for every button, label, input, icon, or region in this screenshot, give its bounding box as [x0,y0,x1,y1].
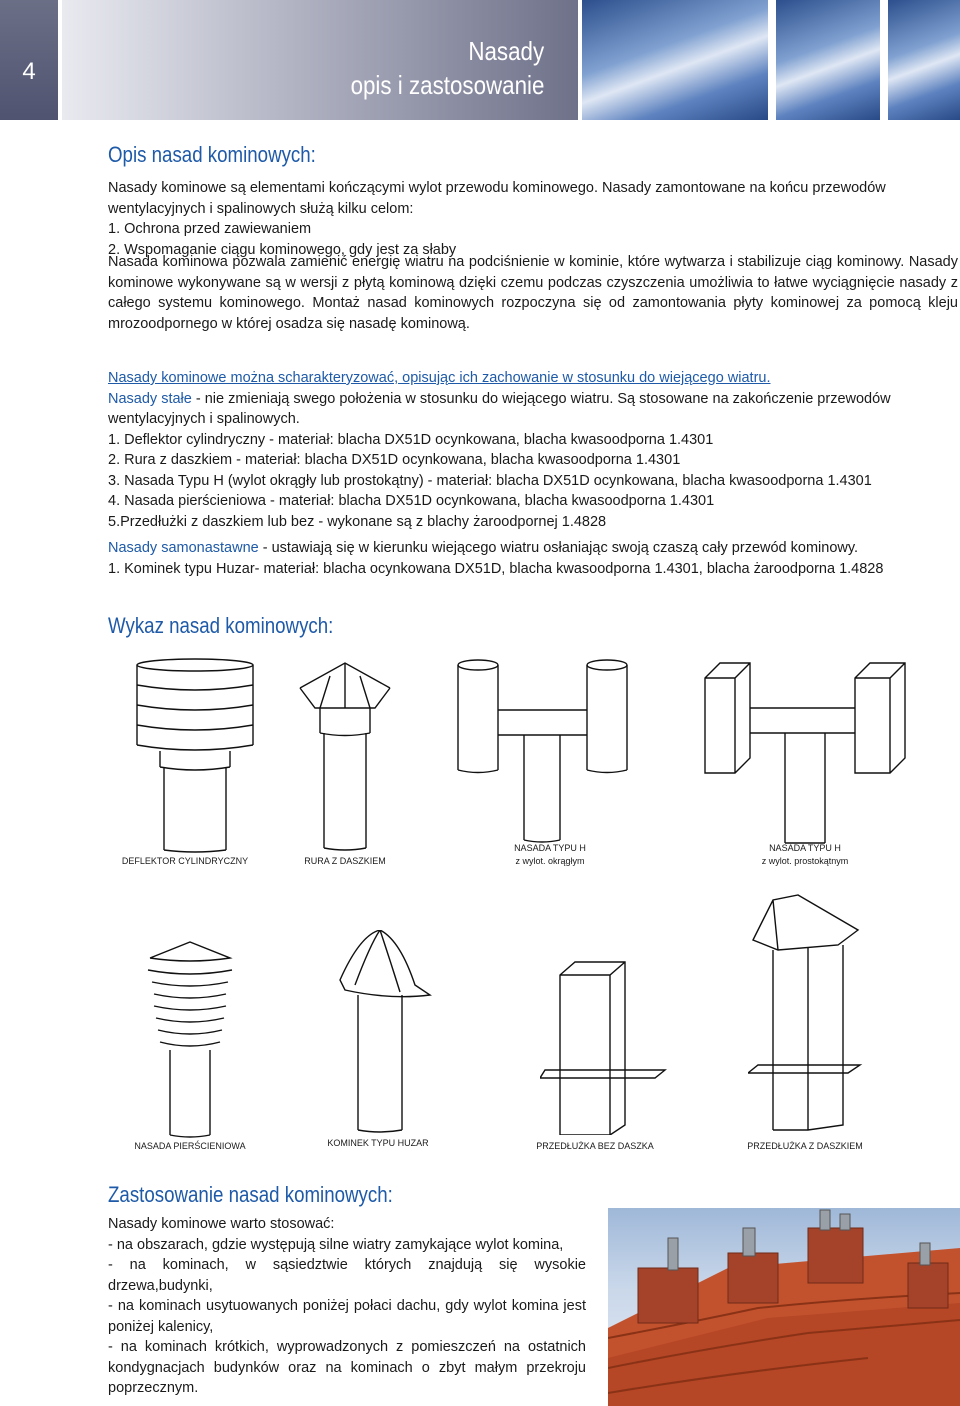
list-item: 4. Nasada pierścieniowa - materiał: blacha DX51D ocynkowana, blacha kwasoodporna 1.4301 [108,493,715,509]
nasada-pierscieniowa-drawing [130,940,250,1140]
list-item: 2. Wspomaganie ciągu kominowego, gdy jest za słaby [108,241,457,258]
section-heading-wykaz: Wykaz nasad kominowych: [108,613,334,638]
nasada-h-okragla-drawing [452,655,632,845]
label-deflektor: DEFLEKTOR CYLINDRYCZNY [121,856,249,866]
label-h-prostokatna: NASADA TYPU H z wylot. prostokątnym [761,843,849,866]
list-item: 5.Przedłużki z daszkiem lub bez - wykonane są z blachy żaroodpornej 1.4828 [108,513,607,530]
fixed-description: Nasady stałe - nie zmieniają swego położenia w stosunku do wiejącego wiatru. Są stosowane na zakończenie przewodów wentylacyjnych i spalinowych. [108,390,891,427]
deflektor-cylindryczny-drawing [120,655,270,855]
list-item: - na kominach, w sąsiedztwie których znajdują się wysokie drzewa,budynki, [108,1257,586,1294]
section-heading-zastosowanie: Zastosowanie nasad kominowych: [108,1182,393,1207]
types-block [108,368,958,532]
kominek-huzar-drawing [320,930,450,1135]
section-heading-opis: Opis nasad kominowych: [108,142,316,167]
label-przedluzka-z: PRZEDŁUŻKA Z DASZKIEM [747,1141,863,1151]
rura-z-daszkiem-drawing [290,658,400,858]
page-subtitle: opis i zastosowanie [350,70,544,100]
fixed-lead: Nasady stałe [108,390,192,407]
usage-list [108,1214,586,1399]
list-item: - na obszarach, gdzie występują silne wiatry zamykające wylot komina, [108,1236,564,1253]
page-header [0,0,960,120]
list-item: 1. Kominek typu Huzar- materiał: blacha ocynkowana DX51D, blacha kwasoodporna 1.4301, blacha żaroodporna 1.4828 [108,560,884,577]
characterize-text: Nasady kominowe można scharakteryzować, opisując ich zachowanie w stosunku do wiejącego wiatru. [108,370,771,386]
page-title: Nasady [468,36,544,66]
nasada-h-prostokatna-drawing [700,658,910,848]
label-h-okragla: NASADA TYPU H z wylot. okrągłym [514,843,586,866]
self-lead: Nasady samonastawne [108,540,259,556]
description-paragraph: Nasada kominowa pozwala zamienić energię wiatru na podciśnienie w kominie, które wytwarza i stabilizuje ciąg kominowy. Nasady kominowe wykonywane są w wersji z płytą kominową dzięki czemu podczas czyszczenia umożliwia to łatwe wyciągnięcie nasady z całego systemu kominowego. Montaż nasad kominowych rozpoczyna się od zamontowania płyty kominowej za pomocą kleju mrozoodpornego w której osadza się nasadę kominową. [108,254,958,332]
intro-text: Nasady kominowe są elementami kończącymi wylot przewodu kominowego. Nasady zamontowane na końcu przewodów wentylacyjnych i spalinowych służą kilku celom: [108,180,886,217]
list-item: 1. Deflektor cylindryczny - materiał: blacha DX51D ocynkowana, blacha kwasoodporna 1.4301 [108,431,714,448]
przedluzka-z-daszkiem-drawing [748,890,868,1135]
list-item: 3. Nasada Typu H (wylot okrągły lub prostokątny) - materiał: blacha DX51D ocynkowana, blacha kwasoodporna 1.4301 [108,472,872,489]
usage-intro: Nasady kominowe warto stosować: [108,1216,335,1232]
list-item: 2. Rura z daszkiem - materiał: blacha DX51D ocynkowana, blacha kwasoodporna 1.4301 [108,452,681,468]
przedluzka-bez-daszka-drawing [540,960,670,1135]
self-description: Nasady samonastawne - ustawiają się w kierunku wiejącego wiatru osłaniając swoją czaszą cały przewód kominowy. [108,540,859,556]
self-adjusting-block [108,538,958,579]
intro-paragraph [108,178,958,260]
label-przedluzka-bez: PRZEDŁUŻKA BEZ DASZKA [536,1141,654,1151]
roof-illustration [608,1208,960,1406]
roof-photo [608,1208,960,1406]
title-banner [62,0,578,120]
list-item: - na kominach krótkich, wyprowadzonych z pomieszczeń na ostatnich kondygnacjach budynków oraz na kominach o zbyt małym przekroju poprzecznym. [108,1339,586,1396]
page-number: 4 [22,58,36,85]
label-rura: RURA Z DASZKIEM [304,856,386,866]
label-huzar: KOMINEK TYPU HUZAR [327,1138,429,1148]
label-pierscieniowa: NASADA PIERŚCIENIOWA [134,1141,246,1151]
list-item: - na kominach usytuowanych poniżej połaci dachu, gdy wylot komina jest poniżej kalenicy, [108,1298,586,1335]
sky-photo-strip [582,0,960,120]
page-number-box [0,0,58,120]
list-item: 1. Ochrona przed zawiewaniem [108,221,312,237]
